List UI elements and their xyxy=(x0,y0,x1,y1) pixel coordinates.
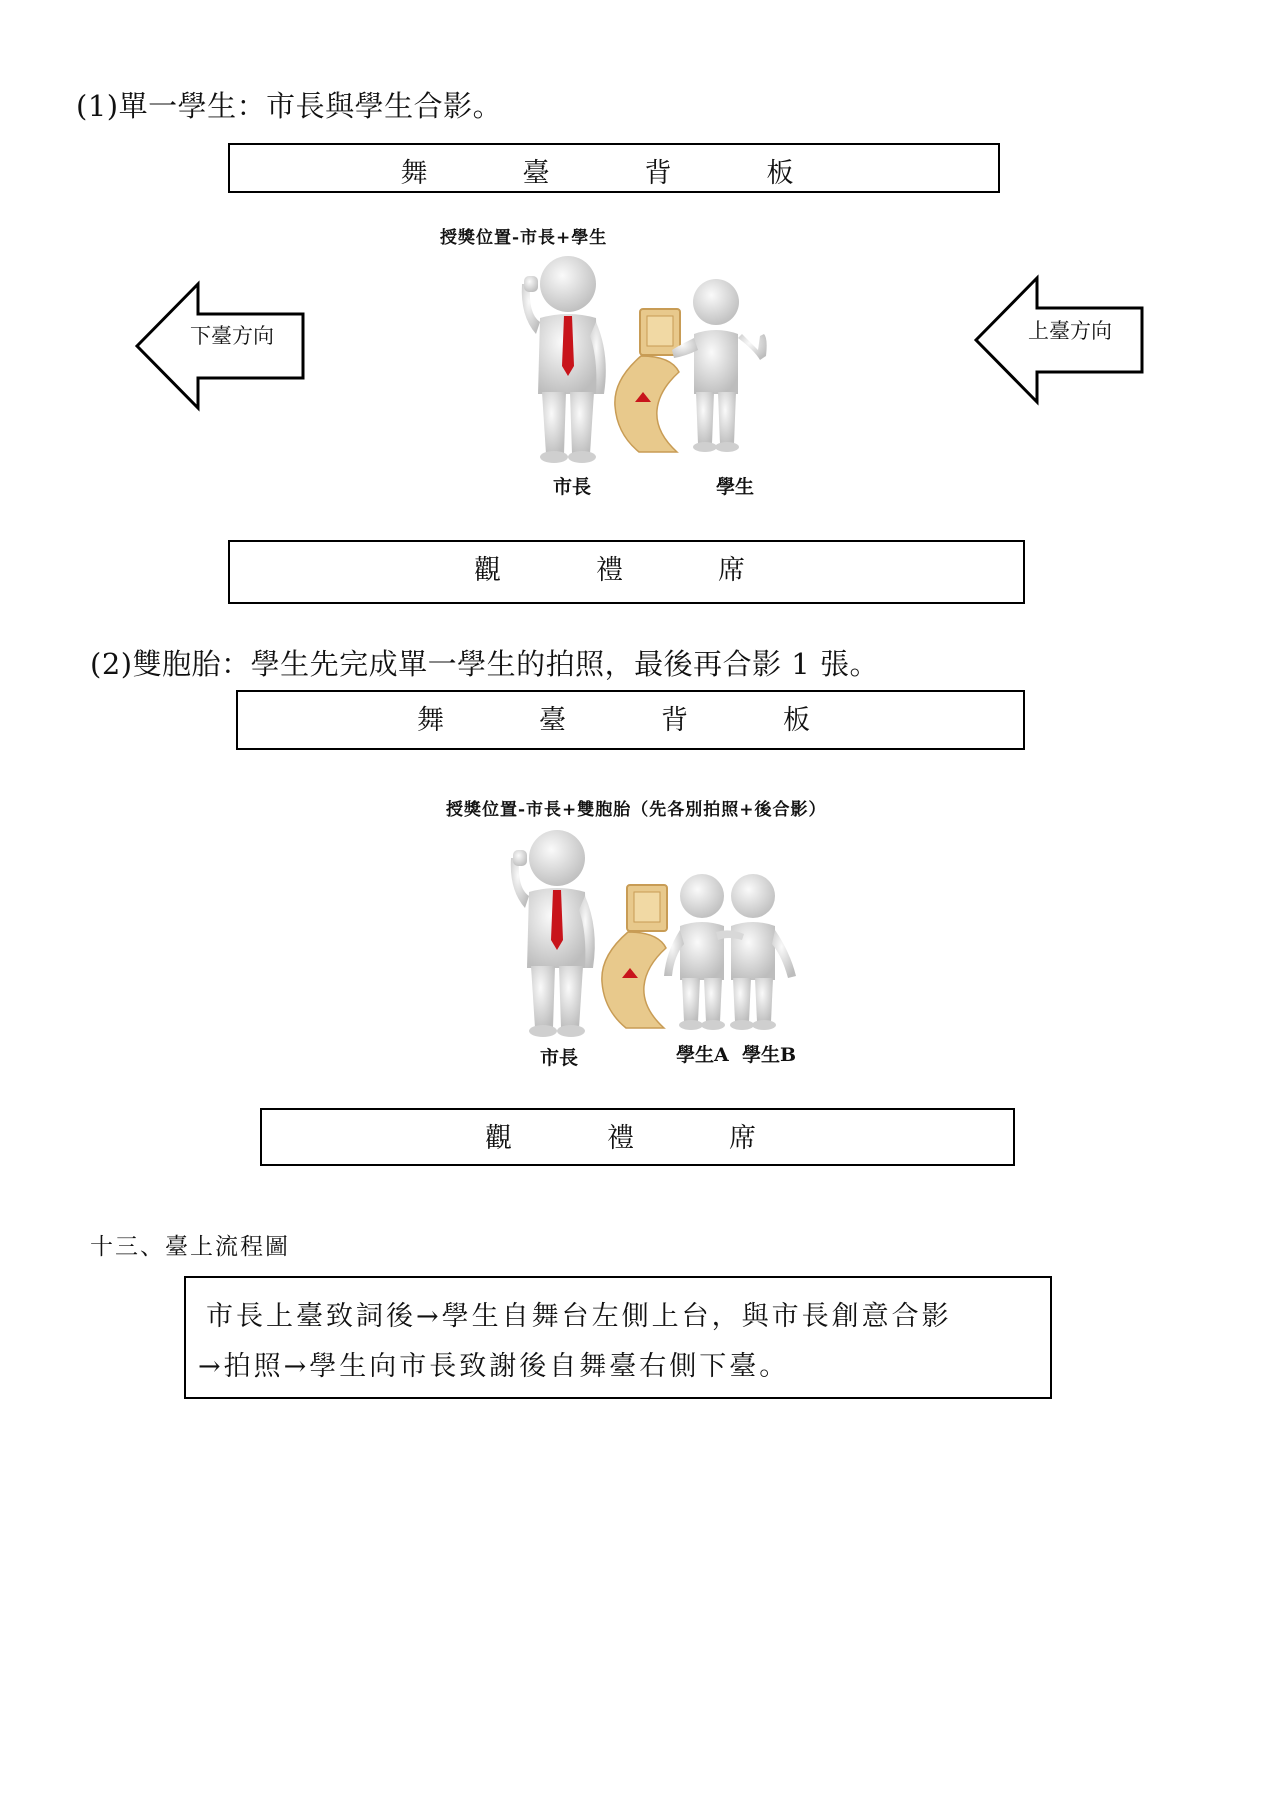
student-figure-icon xyxy=(672,276,772,454)
student-label: 學生 xyxy=(716,476,755,498)
stage-backboard-box xyxy=(228,143,1000,193)
audience-seating-label: 觀 禮 席 xyxy=(474,555,779,586)
twin-students-figure-icon xyxy=(660,872,805,1032)
flow-chart-box xyxy=(184,1276,1052,1399)
mayor-figure-icon xyxy=(518,254,618,464)
section2-heading: (2)雙胞胎：學生先完成單一學生的拍照，最後再合影 1 張。 xyxy=(90,647,879,681)
stage-backboard-label-2: 舞 臺 背 板 xyxy=(417,705,844,736)
student-b-label: 學生B xyxy=(742,1044,797,1066)
mayor-label: 市長 xyxy=(553,476,592,498)
award-position-caption: 授獎位置-市長+學生 xyxy=(440,228,608,248)
exit-direction-label: 下臺方向 xyxy=(190,324,274,348)
stage-backboard-box-2 xyxy=(236,690,1025,750)
audience-seating-label-2: 觀 禮 席 xyxy=(485,1123,790,1154)
flow-chart-line-1: 市長上臺致詞後→學生自舞台左側上台，與市長創意合影 xyxy=(206,1301,952,1332)
section1-heading: (1)單一學生：市長與學生合影。 xyxy=(76,89,503,123)
flow-chart-line-2: →拍照→學生向市長致謝後自舞臺右側下臺。 xyxy=(198,1351,790,1382)
audience-seating-box xyxy=(228,540,1025,604)
audience-seating-box-2 xyxy=(260,1108,1015,1166)
stage-backboard-label: 舞 臺 背 板 xyxy=(400,158,828,189)
section3-heading: 十三、臺上流程圖 xyxy=(90,1234,290,1260)
mayor-label-2: 市長 xyxy=(540,1047,579,1069)
award-position-caption-2: 授獎位置-市長+雙胞胎（先各別拍照+後合影） xyxy=(446,800,827,820)
student-a-label: 學生A xyxy=(676,1044,729,1066)
enter-direction-label: 上臺方向 xyxy=(1028,319,1112,343)
